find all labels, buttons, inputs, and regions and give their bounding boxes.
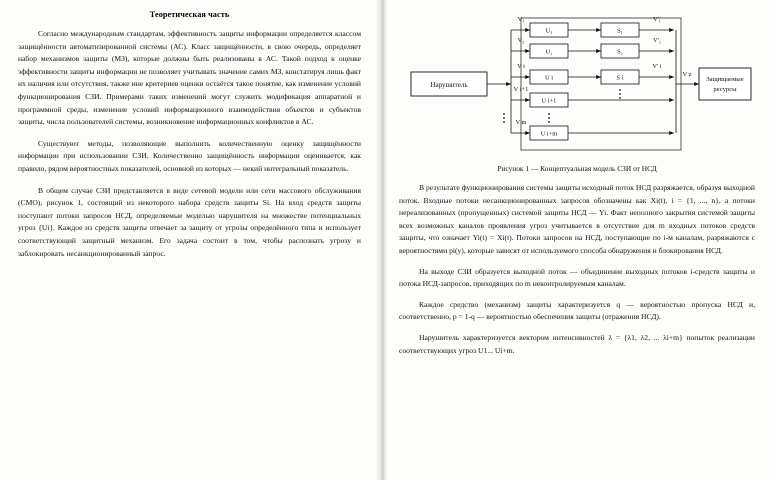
paragraph: Нарушитель характеризуется вектором интенсивностей λ = {λ1, λ2, ... λi+m} попыток реализации соответствующих угроз U1... Ui+m.: [399, 332, 755, 355]
paragraph: Согласно международным стандартам, эффективность защиты информации определяется классом защищённости автоматизированной системы (АС). Класс защищённости, в свою очередь, определяет набор механизмов защиты (МЗ), которые должны быть реализованы в АС. Такой подход к оценке эффективности защиты информации не позволяет учитывать значение самих МЗ, констатируя лишь факт их наличия или отсутствия, также ине критериев оценки остаётся такое понятие, как изменение условий функционирования СЗИ. Примерами таких изменений могут служить модификация аппаратной и программной среды, изменение условий информационного взаимодействия объектов и субъектов защиты, числа пользователей системы, возникновение информационных конфликтов в АС.: [18, 29, 361, 127]
diagram-input-label: V i+1: [513, 86, 529, 93]
paragraph: В результате функционирования системы защиты исходный поток НСД разряжается, образуя выходной поток. Входные потоки несанкционированных запросов обозначены как Xi(t), i = {1, ..., n}, а потоки нереализованных (пропущенных) системой защиты НСД — Yi. Факт неполного закрытия системой защиты всех возможных каналов проявления угроз учитывается в отсутствие для m входных потоков средств защиты, что означает Yi(t) = Xi(t). Потоки запросов на НСД, поступающие по i-м каналам, разряжаются с вероятностями pi(y), которые зависят от используемого способа обнаружения и блокирования НСД.: [399, 183, 755, 255]
diagram-threat-label: U i: [545, 74, 553, 82]
diagram-output-label: V'₁: [653, 16, 661, 23]
page-title: Теоретическая часть: [149, 10, 230, 19]
diagram-resources-label-2: ресурсы: [713, 86, 737, 93]
diagram-output-label: V'₂: [653, 37, 661, 44]
diagram-output-label: V' i: [652, 63, 662, 70]
diagram-outbus-label: V z: [682, 71, 692, 78]
left-column: [0, 0, 375, 480]
concept-model-diagram: [399, 10, 755, 158]
diagram-intruder-label: Нарушитель: [430, 81, 468, 89]
paragraph: Каждое средство (механизм) защиты характеризуется q — вероятностью пропуска НСД и, соответственно, p = 1-q — вероятностью обеспечения защиты (отражения НСД).: [399, 299, 755, 322]
paragraph: В общем случае СЗИ представляется в виде сетевой модели или сети массового обслуживания (СМО), рисунок 1, состоящий из некоторого набора средств защиты Si. На вход средств защиты поступают потоки запросов НСД, определяемые моделью нарушителя на множестве потенциальных угроз {Ui}. Каждое из средств защиты отвечает за защиту от угрозы определённого типа и использует соответствующий защитный механизм. Его задача состоит в том, чтобы распознать угрозу и заблокировать несанкционированный запрос.: [18, 185, 361, 258]
page-fold-divider: [375, 0, 389, 480]
diagram-input-label: V i: [517, 63, 525, 70]
diagram-shield-label: S₁: [617, 27, 623, 35]
diagram-input-label: V₁: [517, 16, 525, 23]
paragraph: На выходе СЗИ образуется выходной поток — объединение выходных потоков i-средств защиты и потока НСД-запросов, приходящих по m неконтролируемым каналам.: [399, 266, 755, 289]
diagram-threat-label: U i+1: [541, 97, 557, 105]
paragraph: Существуют методы, позволяющие выполнить количественную оценку защищённости информации при использовании СЗИ. Количественно защищённость информации оценивается, как правило, рядом вероятностных показателей, основной из которых — некий интегральный показатель.: [18, 138, 361, 173]
diagram-shield-label: S i: [616, 74, 624, 82]
right-column: [389, 0, 771, 480]
diagram-resources-label-1: Защищаемые: [706, 76, 744, 83]
diagram-threat-label: U₂: [545, 48, 553, 56]
diagram-input-label: V m: [515, 119, 527, 126]
diagram-input-label: V₂: [517, 37, 525, 44]
diagram-shield-label: S₂: [617, 48, 623, 56]
figure-caption: Рисунок 1 — Концептуальная модель СЗИ от НСД: [497, 164, 657, 173]
diagram-threat-label: U i+m: [540, 130, 558, 138]
diagram-threat-label: U₁: [545, 27, 553, 35]
